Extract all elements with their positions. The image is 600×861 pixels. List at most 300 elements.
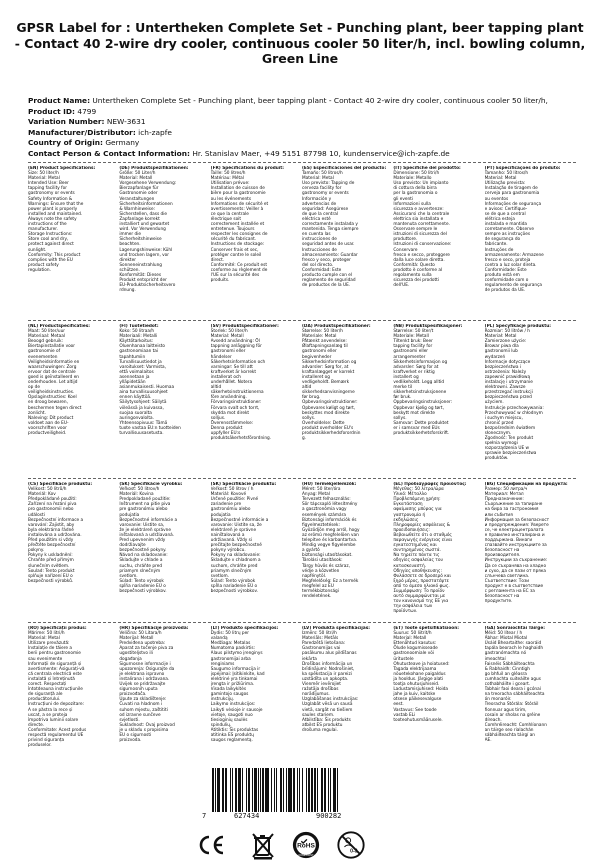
spec-heading: (LT) Produkto specifikacijos:: [210, 626, 279, 631]
spec-line: atbilst ES produktu: [301, 722, 343, 728]
spec-line: protect against direct: [28, 242, 74, 248]
spec-line: από το άμεσο ηλιακό φως.: [393, 583, 450, 589]
spec-line: eléctrica esté: [301, 216, 331, 222]
spec-line: A se păstra la rece și: [28, 707, 73, 713]
spec-line: Opslaginstructies: Koel: [28, 395, 77, 401]
spec-line: Materiaali: Metalli: [119, 334, 158, 340]
spec-line: ou les événements: [210, 196, 252, 202]
spec-line: je elektrana ispravno: [119, 671, 165, 677]
spec-line: sicurezza dei prodotti: [393, 278, 440, 284]
spec-line: spindulių.: [210, 722, 232, 728]
spec-line: productveiligheid.: [28, 430, 67, 436]
spec-line: før bruk.: [393, 395, 412, 401]
spec-line: Información y: [301, 196, 332, 202]
spec-line: Zapfanlage korrekt: [119, 216, 160, 222]
spec-line: słonecznym.: [484, 430, 512, 436]
spec-line: Συμμόρφωση: Το προϊόν: [393, 588, 445, 594]
spec-line: přečtěte bezpečnostní: [28, 543, 76, 549]
spec-line: Treoracha Stórála: Stóráil: [484, 702, 539, 708]
rohs-compliant-icon: [291, 830, 321, 860]
label-title: GPSR Label for : Untertheken Complete Set - Punching plant, beer tapping plant - Contact 40 2-wire dry cooler, continuous cooler 50 liter/h, incl. bowling column, Green Line: [14, 20, 586, 66]
spec-line: producătorului.: [28, 697, 61, 703]
spec-line: Material: Metal: [484, 176, 517, 182]
spec-line: ce que la centrale: [210, 211, 249, 217]
spec-line: Návod na skladovanie:: [119, 553, 168, 559]
spec-line: Material: Metall: [210, 334, 244, 340]
spec-line: jahe ja kuiv, kaitske: [393, 692, 436, 698]
spec-column: [28, 324, 119, 462]
spec-line: Alaus pilstymo įrenginys: [210, 651, 263, 657]
spec-line: per la gastronomia o: [393, 191, 438, 197]
spec-line: dalla luce solare diretta.: [393, 257, 445, 263]
spec-line: bezpečnostné pokyny.: [119, 548, 167, 554]
spec-column: [302, 166, 393, 293]
spec-line: Μέγεθος: 50 λίτρα/ώρα: [393, 487, 444, 493]
spec-line: Conformité: Ce produit est: [210, 262, 268, 268]
spec-line: telepítve és karbantartva.: [301, 538, 358, 544]
spec-line: pokyny.: [28, 548, 45, 554]
spec-line: Určené použitie: Pivné: [210, 497, 259, 503]
spec-line: προϊόντων.: [393, 609, 418, 615]
spec-line: de que la central: [301, 211, 338, 217]
spec-line: поддържана. Винаги: [484, 538, 533, 544]
spec-line: Súlad: Tento výrobok: [210, 578, 256, 584]
spec-line: advarsler: Sørg for, at: [301, 364, 349, 370]
spec-line: Veličina: 50 Litara/h: [119, 631, 162, 637]
spec-line: Предназначение:: [484, 497, 524, 503]
spec-line: tuote vastaa EU:n tuotteiden: [119, 425, 181, 431]
spec-line: zapewnić prawidłową: [484, 374, 531, 380]
spec-line: norādījumus.: [301, 692, 330, 698]
spec-line: reglamento de seguridad: [301, 278, 356, 284]
spec-line: Να τηρείτε πάντα τις: [393, 553, 440, 559]
spec-line: evenementen: [28, 354, 58, 360]
spec-line: bezpieczeństwa przed: [484, 395, 532, 401]
spec-line: продуктите.: [484, 599, 513, 605]
spec-line: użyciem.: [484, 400, 504, 406]
spec-line: Informações de segurança: [484, 201, 542, 207]
spec-line: drošuma regulai.: [301, 727, 338, 733]
spec-line: Instructions de stockage:: [210, 242, 265, 248]
spec-line: Conformità: Questo: [393, 262, 435, 268]
spec-line: installerat och: [210, 374, 241, 380]
spec-line: Съответствие: Този: [484, 578, 529, 584]
product-id-row: [28, 107, 548, 118]
spec-heading: (PL) Specyfikacje produktu:: [484, 324, 551, 329]
spec-line: produkt overholder EU's: [301, 425, 354, 431]
ce-mark-icon: [196, 830, 226, 860]
spec-line: Veľkosť: 50 litrov/h: [119, 487, 160, 493]
spec-line: begivenheder: [301, 354, 332, 360]
spec-column: [302, 626, 393, 748]
spec-line: Conformitate: Acest produs: [28, 727, 87, 733]
spec-line: bezpečnosti výrobků.: [28, 578, 74, 584]
spec-line: Materiał: Metal: [484, 334, 517, 340]
spec-line: avertismente: Asigurați-vă: [28, 666, 85, 672]
spec-line: & Warnhinweise:: [119, 206, 155, 212]
divider: [28, 320, 576, 321]
spec-heading: (ES) Especificaciones del producto:: [301, 166, 387, 171]
spec-line: Förvara svalt och torrt,: [210, 405, 260, 411]
spec-line: Turvallisuustiedot ja: [119, 359, 162, 365]
spec-line: Oppbevaringsinstruksjoner:: [393, 400, 453, 406]
barcode-bars: [212, 768, 388, 812]
spec-line: complies with the EU: [28, 257, 73, 263]
spec-line: Instrucțiuni de depozitare:: [28, 702, 85, 708]
spec-line: a gyártó: [301, 548, 320, 554]
spec-line: се, че електроцентралата: [484, 527, 544, 533]
spec-line: Lagerungshinweise: Kühl: [119, 247, 173, 253]
spec-line: συντηρημένος σωστά.: [393, 548, 441, 554]
spec-heading: (EL) Προδιαγραφές προϊόντος:: [393, 482, 467, 487]
spec-line: proizvođača.: [119, 692, 147, 698]
spec-line: Pokyny k uskladnění:: [28, 553, 73, 559]
spec-line: atitinka ES produktų: [210, 732, 254, 738]
spec-line: auringonvalolta.: [119, 415, 154, 421]
spec-line: Atbilstība: Šis produkts: [301, 717, 351, 723]
spec-line: Izmērs: 50 litri/h: [301, 631, 337, 637]
spec-line: ervoor dat de centrale: [28, 369, 76, 375]
spec-line: Bezpečnostné informácie a: [210, 517, 269, 523]
spec-line: e avisos: Certifique-: [484, 206, 528, 212]
spec-line: fabricante.: [484, 242, 508, 248]
spec-line: produktów.: [484, 456, 509, 462]
spec-line: de produtos da UE.: [484, 288, 526, 294]
spec-line: védje a közvetlen: [301, 568, 340, 574]
spec-line: wydarzeń: [484, 354, 506, 360]
spec-line: nainštalovaná a: [210, 532, 245, 538]
spec-line: elektrowni. Zawsze: [484, 385, 526, 391]
spec-line: Zgodność: Ten produkt: [484, 436, 534, 442]
spec-line: Veranstaltungen: [119, 196, 155, 202]
spec-line: Tagada elektrijaama: [393, 666, 437, 672]
spec-line: Maat: 50 liter/uur: [28, 329, 66, 335]
spec-line: produto está em: [484, 272, 520, 278]
spec-line: Predpokladané použitie:: [119, 497, 171, 503]
spec-line: respectă regulamentul UE: [28, 732, 84, 738]
spec-line: nõuetekohane paigaldus: [393, 671, 446, 677]
spec-line: díreach.: [484, 717, 502, 723]
not-for-children-0-3-icon: [336, 830, 366, 860]
spec-line: før brug.: [301, 395, 321, 401]
spec-line: Ohutusteave ja hoiatused:: [393, 661, 450, 667]
spec-line: gamintojo saugos: [210, 692, 249, 698]
spec-line: conforme au règlement de: [210, 267, 268, 273]
spec-line: vastab ELi: [393, 712, 416, 718]
spec-line: Biertapinstallatie voor: [28, 344, 76, 350]
spec-line: installed and maintained.: [28, 211, 83, 217]
spec-line: Materiale: Metall: [393, 334, 429, 340]
spec-line: saugos reglamentą.: [210, 738, 253, 744]
spec-line: Oppbevar kjølig og tørt,: [393, 405, 444, 411]
info-value: Hr. Stanislav Maer, +49 5151 87798 10, kundenservice@ich-zapfe.de: [192, 148, 450, 158]
spec-line: EU-Produktsicherheitsvero: [119, 283, 176, 289]
spec-line: Size: 50 liter/h: [28, 171, 59, 177]
spec-line: или събития: [484, 512, 513, 518]
spec-line: je u skladu s propisima: [119, 727, 169, 733]
spec-line: producto cumple con el: [301, 272, 353, 278]
spec-line: Inštrument na pitie piva: [119, 502, 171, 508]
spec-heading: (FR) Spécifications du produit:: [210, 166, 284, 171]
spec-line: безопасност на: [484, 594, 520, 600]
spec-heading: (EN) Product Specifications:: [28, 166, 96, 171]
spec-line: correctement installée et: [210, 222, 265, 228]
spec-line: Uzglabāt vēsā un sausā: [301, 702, 353, 708]
info-label: Variation Number:: [28, 117, 105, 127]
spec-column: [119, 166, 210, 293]
spec-line: události: [28, 512, 45, 518]
spec-line: gastronomi eller: [393, 349, 429, 355]
spec-line: Uvijek se pridržavajte: [119, 682, 166, 688]
spec-line: слънчева светлина.: [484, 573, 530, 579]
spec-line: Beoogd gebruik:: [28, 339, 64, 345]
spec-line: Warnings: Ensure that the: [28, 201, 84, 207]
info-value: 4799: [77, 106, 97, 116]
spec-line: bezpečnosti výrobkov.: [119, 588, 167, 594]
spec-line: ugostiteljstvo ili: [119, 651, 153, 657]
spec-line: Överensstämmelse:: [210, 420, 254, 426]
info-label: Contact Person & Contact Information:: [28, 148, 190, 158]
spec-line: împotriva luminii solare: [28, 717, 79, 723]
spec-line: svetlom.: [210, 573, 229, 579]
spec-line: instalada e mantida: [484, 222, 527, 228]
spec-line: Информация за безопасност: [484, 517, 550, 523]
spec-line: przestrzegać instrukcji: [484, 390, 533, 396]
spec-line: termékbiztonsági: [301, 588, 339, 594]
spec-line: Osservare sempre le: [393, 227, 438, 233]
spec-line: elétrica esteja: [484, 216, 515, 222]
spec-line: gastronomii lub: [484, 349, 518, 355]
info-label: Manufacturer/Distributor:: [28, 127, 136, 137]
spec-line: uscat, a se proteja: [28, 712, 68, 718]
spec-line: priamym slnečným: [210, 568, 252, 574]
spec-line: immer die: [119, 232, 141, 238]
spec-line: varovanie: Uistite sa, že: [210, 522, 262, 528]
spec-line: tappning anläggning för: [210, 344, 262, 350]
spec-line: produits.: [210, 278, 230, 284]
rohs-text: RoHS: [297, 842, 315, 850]
spec-line: renginiams: [210, 661, 235, 667]
spec-line: podujatia: [119, 512, 140, 518]
spec-line: Oluenhanaa laitteisto: [119, 344, 165, 350]
age-range-text: 0-3: [350, 848, 358, 855]
spec-line: Taille: 50 litres/h: [210, 171, 246, 177]
spec-line: & Rabhaidh: Cinntigh: [484, 666, 530, 672]
spec-line: Zařízení na řezání piva: [28, 502, 77, 508]
spec-line: napfénytõl.: [301, 573, 327, 579]
spec-line: zariadenie pre: [210, 502, 242, 508]
spec-line: ennen käyttöä.: [119, 395, 152, 401]
spec-line: waarschuwingen: Zorg: [28, 364, 77, 370]
spec-line: Materiaal: Metaal: [28, 334, 65, 340]
spec-line: asennetaan ja: [119, 374, 150, 380]
spec-line: tapála beorach le haghaidh: [484, 646, 544, 652]
spec-line: Förvaringsinstruktioner:: [210, 400, 262, 406]
spec-line: privind siguranța: [28, 738, 65, 744]
spec-line: de segurança do: [484, 237, 521, 243]
spec-line: regulation.: [28, 267, 51, 273]
spec-line: mantenuta correttamente.: [393, 222, 450, 228]
spec-column: [28, 166, 119, 293]
spec-line: Przechowywać w chłodnym: [484, 410, 543, 416]
spec-line: Informacje dotyczące: [484, 359, 531, 365]
spec-line: Saugumo informacija ir: [210, 666, 261, 672]
spec-line: op de: [28, 385, 40, 391]
spec-line: skydda mot direkt: [210, 410, 250, 416]
spec-line: tootja ohutusjuhiseid.: [393, 682, 440, 688]
spec-line: Προβλεπόμενη χρήση:: [393, 497, 441, 503]
spec-column: [393, 482, 484, 614]
spec-line: iekārta: [301, 656, 317, 662]
spec-line: instalirana i održavana.: [119, 676, 170, 682]
spec-line: Sikkerhedsinformation og: [301, 359, 357, 365]
spec-line: instalację i utrzymanie: [484, 380, 533, 386]
spec-line: inštalovaná a udržiavaná.: [119, 532, 175, 538]
spec-line: αυτό συμμορφώνεται με: [393, 594, 446, 600]
spec-line: Størrelse: 50 liter/t: [393, 329, 434, 335]
spec-row: [28, 626, 576, 748]
spec-line: upozorenja: Osigurajte da: [119, 666, 175, 672]
spec-line: Materiál: Kovové: [210, 492, 247, 498]
spec-line: Vienmēr ievērojiet: [301, 682, 341, 688]
spec-line: gastronomi eller: [301, 349, 337, 355]
spec-line: Bezpečnostné informácie a: [119, 517, 178, 523]
spec-line: Gastronomie oder: [119, 191, 158, 197]
spec-line: voorschriften voor: [28, 425, 67, 431]
spec-line: Tabhair faoi deara i gcónaí: [484, 687, 541, 693]
spec-line: valandą: [210, 636, 228, 642]
spec-line: produktsäkerhetsförordning.: [210, 436, 272, 442]
spec-line: įspėjimai: Įsitikinkite, kad: [210, 671, 265, 677]
spec-heading: (NB) Produktspesifikasjoner:: [393, 324, 463, 329]
spec-line: Samsvar: Dette produktet: [393, 420, 449, 426]
spec-line: installiert und gewartet: [119, 222, 170, 228]
spec-line: beschermen tegen direct: [28, 405, 82, 411]
spec-line: Sicherheitshinweise: [119, 237, 162, 243]
spec-line: svetlom.: [119, 573, 138, 579]
spec-line: almacenamiento: Guardar: [301, 252, 358, 258]
spec-line: pre gastronómiu alebo: [119, 507, 168, 513]
spec-line: na treoracha sábháilteachta: [484, 692, 545, 698]
spec-line: Chraňte před přímým: [28, 558, 74, 564]
spec-line: ražotāja drošības: [301, 687, 339, 693]
spec-line: την ασφάλεια των: [393, 604, 433, 610]
spec-line: tapping facility for: [393, 344, 433, 350]
spec-line: Informations de sécurité et: [210, 201, 269, 207]
spec-line: Rozmiar: 50 litrów / h: [484, 329, 530, 335]
barcode-bar: [338, 768, 339, 812]
spec-line: Produkt entspricht der: [119, 278, 167, 284]
spec-row: [28, 482, 576, 614]
spec-line: fresco e secco, proteggere: [393, 252, 450, 258]
spec-line: κατασκευαστή.: [393, 563, 427, 569]
spec-line: Suurus: 50 liitrit/h: [393, 631, 432, 637]
spec-line: Méid: 50 lítear / h: [484, 631, 523, 637]
spec-line: sollys.: [301, 415, 316, 421]
spec-line: Mărime: 50 litri/h: [28, 631, 65, 637]
spec-line: παραγωγής ενέργειας είναι: [393, 538, 453, 544]
spec-column: [119, 324, 210, 462]
spec-heading: (LV) Produkta specifikācijas:: [301, 626, 370, 631]
spec-line: Materijal: Metall: [119, 636, 154, 642]
spec-line: priamym slnečným: [119, 568, 161, 574]
spec-line: Yhteensopivuus: Tämä: [119, 420, 168, 426]
spec-line: ja hooldus. Järgige alati: [393, 676, 444, 682]
info-value: NEW-3631: [106, 117, 146, 127]
spec-line: Utilisation prévue:: [210, 181, 250, 187]
spec-line: a gasztronómia vagy: [301, 507, 347, 513]
spec-line: bezpośrednim światłem: [484, 425, 536, 431]
spec-heading: (SK) Špecifikácie produktu:: [210, 482, 277, 487]
spec-line: Größe: 50 Liter/h: [119, 171, 156, 177]
spec-line: de siguranță ale: [28, 692, 63, 698]
spec-line: seguridad antes de usar.: [301, 242, 355, 248]
spec-line: Material: Metall: [119, 176, 153, 182]
product-info: [28, 96, 548, 160]
spec-line: kraftanlægget er korrekt: [301, 369, 355, 375]
spec-column: [119, 626, 210, 748]
spec-line: turvallisuusasetusta.: [119, 430, 164, 436]
spec-line: Koko: 50 litraa/h: [119, 329, 155, 335]
spec-line: de productos de la UE.: [301, 283, 351, 289]
spec-line: Vorgesehene Verwendung:: [119, 181, 177, 187]
spec-line: Tiltenkt bruk: Beer: [393, 339, 433, 345]
spec-line: Ettenähtud kasutus:: [393, 641, 437, 647]
spec-line: Materiale: Metallo: [393, 176, 432, 182]
spec-line: Conformity: This product: [28, 252, 81, 258]
spec-line: figyelmeztetések:: [301, 522, 340, 528]
spec-line: produktsikkerhetsforskrift.: [393, 430, 450, 436]
spec-line: direkter: [119, 257, 136, 263]
spec-line: slunečním světlem.: [28, 563, 70, 569]
spec-line: correctamente instalada y: [301, 222, 358, 228]
spec-line: alltid: [210, 385, 222, 391]
spec-line: Faisnéis Sábháilteachta: [484, 661, 535, 667]
spec-line: AE.: [484, 738, 492, 744]
spec-line: od izravne sunčeve: [119, 712, 161, 718]
spec-line: Dydis: 50 litrų per: [210, 631, 249, 637]
spec-line: az erõmû megfelelõen van: [301, 532, 359, 538]
spec-line: sollys.: [393, 415, 407, 421]
spec-line: armazenamento: Armazene: [484, 252, 544, 258]
spec-line: на бира за гастрономия: [484, 507, 539, 513]
spec-line: biztonsági utasításokat.: [301, 553, 353, 559]
spec-line: spĺňa nariadenie EÚ o: [119, 583, 166, 589]
spec-line: fresco y seco, proteger: [301, 257, 351, 263]
spec-line: tooteohutusmäärusele.: [393, 717, 443, 723]
spec-line: Upute za skladištenje:: [119, 697, 167, 703]
spec-line: produktsikkerhedsforordnin: [301, 430, 361, 436]
spec-line: uzstādīta un apkopta.: [301, 676, 349, 682]
spec-line: gastronomijai arba: [210, 656, 251, 662]
spec-line: imeachtaí: [484, 656, 506, 662]
spec-line: Sikkerhetsinformasjon og: [393, 359, 448, 365]
spec-line: Biztonsági információk és: [301, 517, 357, 523]
spec-line: Předpokládané použití:: [28, 497, 77, 503]
spec-line: Materiál: Kov: [28, 492, 56, 498]
spec-line: Gastronomijas vai: [301, 646, 341, 652]
spec-line: EU o sigurnosti: [119, 732, 152, 738]
spec-line: Dimensione: 50 litri/h: [393, 171, 440, 177]
spec-line: pasākumu alus pildīšanas: [301, 651, 357, 657]
spec-line: produselor.: [28, 743, 52, 749]
spec-line: vietā, sargāt no tiešiem: [301, 707, 353, 713]
spec-line: Zamierzone użycie:: [484, 339, 527, 345]
spec-line: fresco e seco, proteja: [484, 257, 531, 263]
spec-line: Mindig vegye figyelembe: [301, 543, 356, 549]
spec-line: Opbevaringsinstruktioner:: [301, 400, 358, 406]
spec-column: [485, 482, 576, 614]
